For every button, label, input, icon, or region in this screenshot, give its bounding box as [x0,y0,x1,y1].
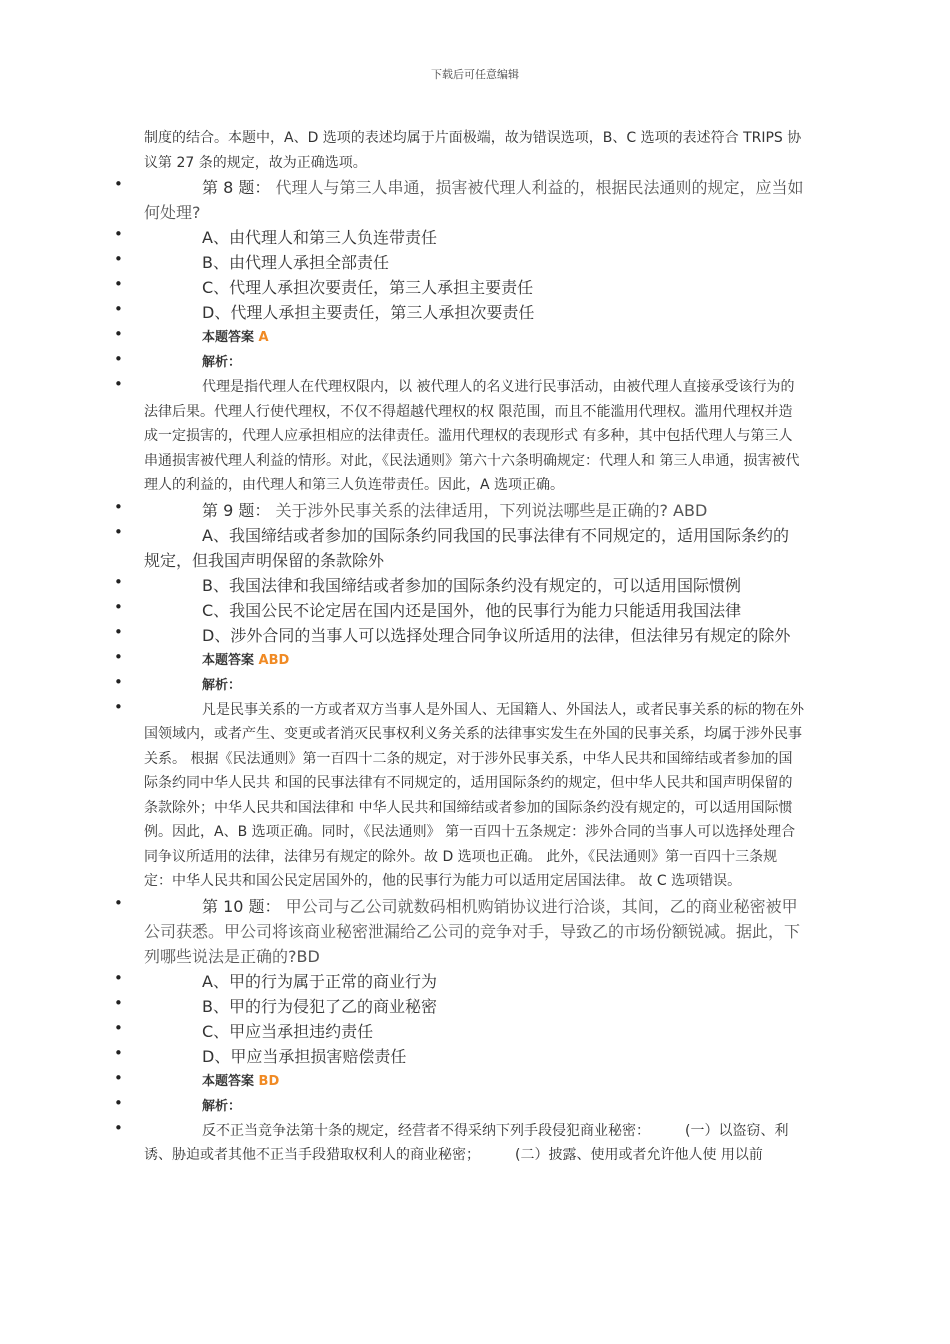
question-8-option-d: • D、代理人承担主要责任，第三人承担次要责任 [144,300,804,325]
question-10-answer: • 本题答案 BD [144,1069,804,1094]
question-9-analysis: • 凡是民事关系的一方或者双方当事人是外国人、无国籍人、外国法人，或者民事关系的标的物在外国领域内，或者产生、变更或者消灭民事权利义务关系的法律事实发生在外国的民事关系，均属于涉外民事关系。 根据《民法通则》第一百四十二条的规定，对于涉外民事关系，中华人民共和国缔结或者参加的国际条约同中华人民共 和国的民事法律有不同规定的，适用国际条约的规定，但中华人民共和国声明保留的条款除外；中华人民共和国法律和 中华人民共和国缔结或者参加的国际条约没有规定的，可以适用国际惯例。因此，A、B 选项正确。同时，《民法通则》 第一百四十五条规定：涉外合同的当事人可以选择处理合同争议所适用的法律，法律另有规定的除外。故 D 选项也正确。 此外，《民法通则》第一百四十三条规定：中华人民共和国公民定居国外的，他的民事行为能力可以适用定居国法律。 故 C 选项错误。 [144,698,804,894]
question-10-analysis-label: • 解析： [144,1094,804,1119]
question-9-text: 关于涉外民事关系的法律适用，下列说法哪些是正确的? ABD [270,500,708,520]
question-10-option-a: • A、甲的行为属于正常的商业行为 [144,969,804,994]
question-9-option-b: • B、我国法律和我国缔结或者参加的国际条约没有规定的，可以适用国际惯例 [144,573,804,598]
question-10-option-d: • D、甲应当承担损害赔偿责任 [144,1044,804,1069]
question-9 [144,498,804,523]
question-8-option-a: • A、由代理人和第三人负连带责任 [144,225,804,250]
question-10-option-c: • C、甲应当承担违约责任 [144,1019,804,1044]
question-8-text: 代理人与第三人串通，损害被代理人利益的，根据民法通则的规定，应当如何处理? [144,178,804,222]
question-9-option-d: • D、涉外合同的当事人可以选择处理合同争议所适用的法律，但法律另有规定的除外 [144,623,804,648]
document-body [0,126,950,1168]
question-10 [144,894,804,969]
answer-value: ABD [258,652,290,668]
question-8 [144,175,804,225]
question-8-label: 第 8 题： [202,178,271,197]
question-10-label: 第 10 题： [202,896,281,916]
answer-value: A [258,330,269,345]
question-9-analysis-label: • 解析： [144,673,804,698]
question-8-analysis-label: • 解析： [144,350,804,375]
question-9-label: 第 9 题： [202,500,271,520]
question-8-option-b: • B、由代理人承担全部责任 [144,250,804,275]
question-10-option-b: • B、甲的行为侵犯了乙的商业秘密 [144,994,804,1019]
intro-paragraph: 制度的结合。本题中，A、D 选项的表述均属于片面极端，故为错误选项，B、C 选项的表述符合 TRIPS 协议第 27 条的规定，故为正确选项。 [144,130,802,171]
question-9-option-a: • A、我国缔结或者参加的国际条约同我国的民事法律有不同规定的，适用国际条约的规定，但我国声明保留的条款除外 [144,523,804,573]
question-8-answer: • 本题答案 A [144,325,804,350]
answer-value: BD [258,1073,280,1089]
question-10-analysis: • 反不正当竞争法第十条的规定，经营者不得采纳下列手段侵犯商业秘密： (一）以盗窃、利诱、胁迫或者其他不正当手段猎取权利人的商业秘密； (二）披露、使用或者允许他人使 用以前 [144,1119,804,1168]
question-9-option-c: • C、我国公民不论定居在国内还是国外，他的民事行为能力只能适用我国法律 [144,598,804,623]
page-header: 下载后可任意编辑 [431,68,519,81]
question-8-option-c: • C、代理人承担次要责任，第三人承担主要责任 [144,275,804,300]
question-8-analysis: • 代理是指代理人在代理权限内，以 被代理人的名义进行民事活动，由被代理人直接承受该行为的法律后果。代理人行使代理权，不仅不得超越代理权的权 限范围，而且不能滥用代理权。滥用代理权并造成一定损害的，代理人应承担相应的法律责任。滥用代理权的表现形式 有多种，其中包括代理人与第三人串通损害被代理人利益的情形。对此，《民法通则》第六十六条明确规定：代理人和 第三人串通，损害被代理人的利益的，由代理人和第三人负连带责任。因此，A 选项正确。 [144,375,804,498]
question-list [0,175,950,1168]
question-9-answer: • 本题答案 ABD [144,648,804,673]
question-10-text: 甲公司与乙公司就数码相机购销协议进行洽谈，其间，乙的商业秘密被甲公司获悉。甲公司将该商业秘密泄漏给乙公司的竞争对手，导致乙的市场份额锐减。据此，下列哪些说法是正确的?BD [144,896,801,966]
